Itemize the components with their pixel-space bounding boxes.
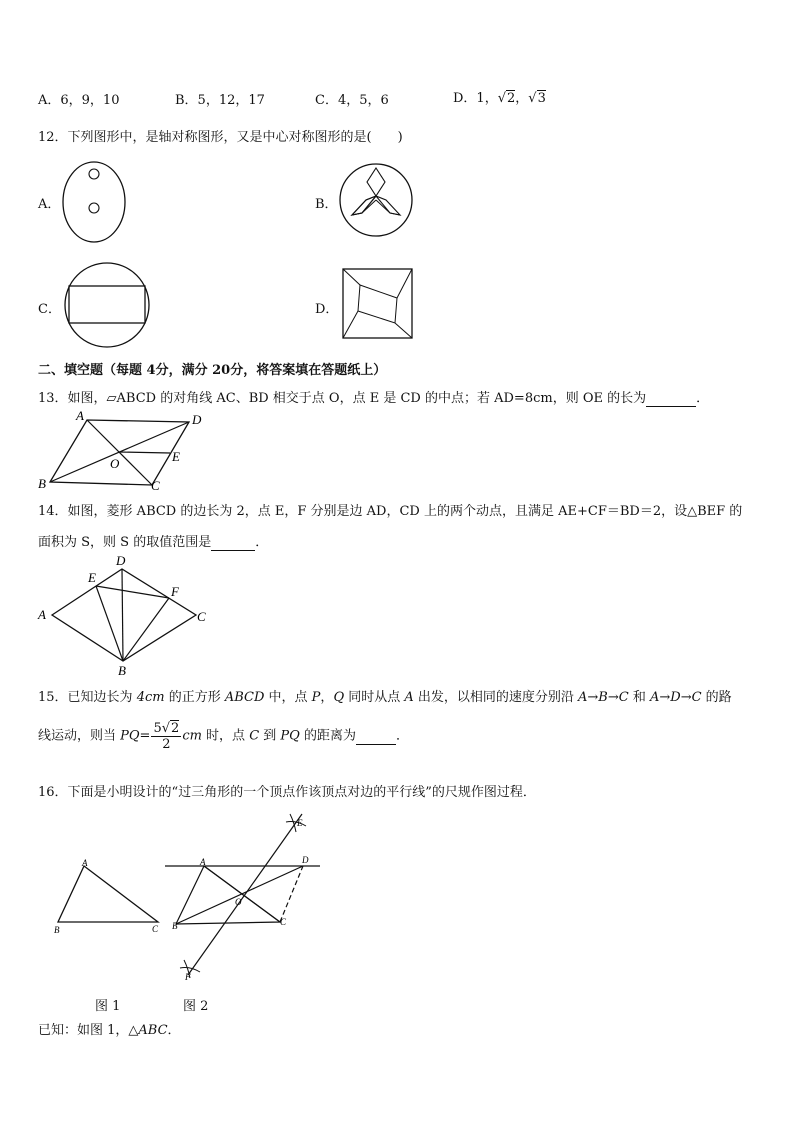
q15-text: 时，点	[201, 728, 250, 744]
q16-fig2-label-b: B	[172, 921, 178, 931]
answer-blank	[356, 729, 396, 745]
q16-known-triangle: △ABC	[128, 1023, 168, 1038]
q12-label-d: D．	[315, 302, 339, 317]
q15-text: cm	[182, 728, 202, 744]
q11-option-d	[453, 87, 546, 106]
q14-line2-end: ．	[255, 535, 269, 550]
q15-text: 4cm	[136, 690, 165, 705]
q14-label-a: A	[38, 607, 46, 622]
q14-line1: 14．如图，菱形 ABCD 的边长为 2，点 E，F 分别是边 AD，CD 上的两个动点，且满足 AE+CF＝BD＝2，设△BEF 的	[38, 504, 743, 519]
q15-text: 的距离为	[299, 728, 356, 744]
q14-label-e: E	[88, 570, 96, 585]
q12-stem: 12．下列图形中，是轴对称图形，又是中心对称图形的是( )	[38, 130, 403, 145]
q15-text: PQ	[120, 728, 140, 744]
q13-figure	[36, 408, 206, 493]
q15-frac-den: 2	[162, 737, 171, 752]
q15-text: ．	[395, 728, 409, 744]
q11-option-c: C．4，5，6	[315, 93, 389, 108]
sqrt-icon: √	[528, 91, 537, 106]
q13-stem-end: ．	[696, 391, 710, 406]
q15-text: P	[311, 690, 321, 705]
q13-label-b: B	[38, 476, 46, 491]
q15-text: 线运动，则当	[38, 728, 121, 744]
q13-label-a: A	[76, 408, 84, 423]
q16-known-text: 已知：如图 1，	[38, 1023, 129, 1038]
sqrt-icon: √	[161, 721, 171, 736]
q15-fraction	[151, 720, 181, 752]
q13-label-o: O	[110, 456, 120, 471]
q12-figure-a	[62, 160, 126, 244]
q15-text: PQ	[280, 728, 300, 744]
q16-figure-1	[50, 860, 170, 940]
q15-text: =	[139, 728, 151, 744]
q12-label-c: C．	[38, 302, 61, 317]
q16-fig2-label-f: F	[185, 972, 191, 982]
q16-known	[38, 1019, 181, 1038]
q15-text: ABCD	[224, 690, 265, 705]
q14-line2	[38, 531, 268, 551]
q16-fig1-caption: 图 1	[95, 999, 121, 1014]
sqrt-icon: √	[497, 91, 506, 106]
q15-text: A→D→C	[649, 690, 702, 705]
q15-text: 同时从点	[344, 690, 405, 705]
q14-label-f: F	[171, 584, 179, 599]
section-heading: 二、填空题（每题 4分，满分 20分，将答案填在答题纸上）	[38, 363, 387, 378]
q16-known-end: ．	[167, 1023, 181, 1038]
q13-label-d: D	[192, 412, 202, 427]
q16-fig1-label-b: B	[54, 925, 60, 935]
q15-line1	[38, 686, 732, 705]
q15-text: C	[249, 728, 260, 744]
q15-text: 的正方形	[164, 690, 225, 705]
q16-fig2-label-c: C	[280, 917, 287, 927]
q11-d-root3: 3	[537, 91, 546, 106]
q16-fig2-label-o: O	[235, 897, 242, 907]
q14-figure	[36, 553, 216, 678]
q11-option-b: B．5，12，17	[175, 93, 265, 108]
q14-line2-text: 面积为 S，则 S 的取值范围是	[38, 535, 212, 550]
q13-label-c: C	[151, 478, 160, 493]
q16-figure-2	[160, 810, 330, 985]
q16-fig2-label-a: A	[200, 857, 206, 867]
answer-blank	[646, 391, 696, 407]
q13-label-e: E	[172, 449, 180, 464]
q15-frac-num: 5	[153, 721, 162, 736]
answer-blank	[211, 535, 255, 551]
q13-stem-text: 13．如图，▱ABCD 的对角线 AC、BD 相交于点 O，点 E 是 CD 的中点；若 AD=8cm，则 OE 的长为	[38, 391, 647, 406]
q16-fig2-label-d: D	[302, 855, 309, 865]
q15-text: 的路	[701, 690, 732, 705]
q15-text: 中，点	[264, 690, 312, 705]
q12-label-b: B．	[315, 197, 338, 212]
q14-label-d: D	[116, 553, 126, 568]
q13-stem	[38, 387, 709, 407]
q11-d-root2: 2	[507, 91, 516, 106]
q15-line2	[38, 720, 409, 752]
q15-text: 15．已知边长为	[38, 690, 137, 705]
q14-label-b: B	[118, 663, 126, 678]
q15-text: 和	[628, 690, 650, 705]
q15-frac-root: 2	[171, 721, 180, 736]
q12-figure-b	[338, 162, 414, 238]
q15-text: A→B→C	[578, 690, 629, 705]
q16-fig1-label-c: C	[152, 924, 159, 934]
q11-d-prefix: D．1，	[453, 91, 498, 106]
q12-figure-c	[64, 262, 150, 348]
q11-d-sep: ，	[515, 91, 529, 106]
q15-text: ，	[320, 690, 334, 705]
q14-label-c: C	[197, 609, 206, 624]
q15-text: 到	[259, 728, 281, 744]
q16-fig1-label-a: A	[82, 858, 88, 868]
q15-text: A	[404, 690, 414, 705]
q16-fig2-caption: 图 2	[183, 999, 209, 1014]
q15-text: 出发，以相同的速度分别沿	[413, 690, 579, 705]
q11-option-a: A．6，9，10	[38, 93, 120, 108]
q15-text: Q	[333, 690, 345, 705]
q16-fig2-label-e: E	[297, 818, 303, 828]
q12-label-a: A．	[38, 197, 61, 212]
q12-figure-d	[342, 268, 414, 340]
q16-stem: 16．下面是小明设计的“过三角形的一个顶点作该顶点对边的平行线”的尺规作图过程．	[38, 785, 536, 800]
